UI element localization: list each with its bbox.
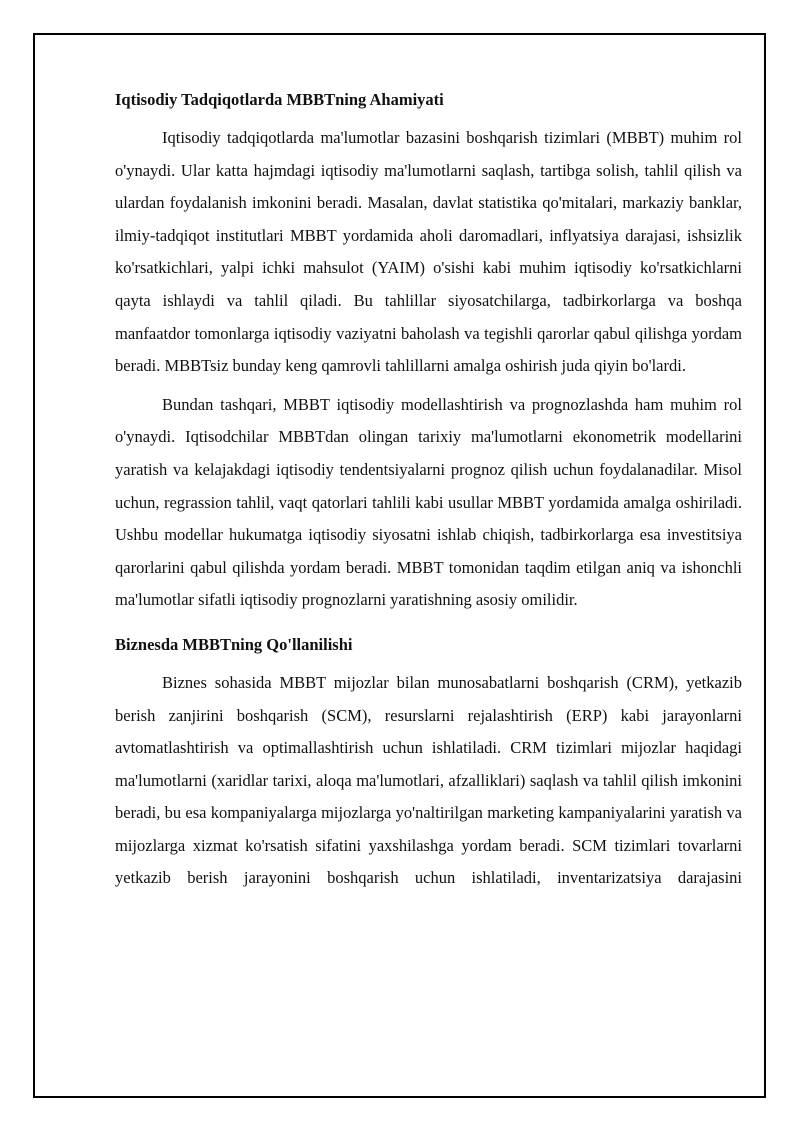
paragraph-business-usage-1: Biznes sohasida MBBT mijozlar bilan munosabatlarni boshqarish (CRM), yetkazib berish zanjirini boshqarish (SCM), resurslarni rejalashtirish (ERP) kabi jarayonlarni avtomatlashtirish va optimallashtirish uchun ishlatiladi. CRM tizimlari mijozlar haqidagi ma'lumotlarni (xaridlar tarixi, aloqa ma'lumotlari, afzalliklari) saqlash va tahlil qilish imkonini beradi, bu esa kompaniyalarga mijozlarga yo'naltirilgan marketing kampaniyalarini yaratish va mijozlarga xizmat ko'rsatish sifatini yaxshilashga yordam beradi. SCM tizimlari tovarlarni yetkazib berish jarayonini boshqarish uchun ishlatiladi, inventarizatsiya darajasini <box>115 672 742 888</box>
paragraph-economic-research-2: Bundan tashqari, MBBT iqtisodiy modellashtirish va prognozlashda ham muhim rol o'ynaydi. Iqtisodchilar MBBTdan olingan tarixiy ma'lumotlarni ekonometrik modellarini yaratish va kelajakdagi iqtisodiy tendentsiyalarni prognoz qilish uchun foydalanadilar. Misol uchun, regrassion tahlil, vaqt qatorlari tahlili kabi usullar MBBT yordamida amalga oshiriladi. Ushbu modellar hukumatga iqtisodiy siyosatni ishlab chiqish, tadbirkorlarga esa investitsiya qarorlarini qabul qilishda yordam beradi. MBBT tomonidan taqdim etilgan aniq va ishonchli ma'lumotlar sifatli iqtisodiy prognozlarni yaratishning asosiy omilidir. <box>115 394 742 610</box>
document-body <box>115 84 742 895</box>
section-heading-business-usage: Biznesda MBBTning Qo'llanilishi <box>115 634 353 654</box>
paragraph-economic-research-1: Iqtisodiy tadqiqotlarda ma'lumotlar bazasini boshqarish tizimlari (MBBT) muhim rol o'ynaydi. Ular katta hajmdagi iqtisodiy ma'lumotlarni saqlash, tartibga solish, tahlil qilish va ulardan foydalanish imkonini beradi. Masalan, davlat statistika qo'mitalari, markaziy banklar, ilmiy-tadqiqot institutlari MBBT yordamida aholi daromadlari, inflyatsiya darajasi, ishsizlik ko'rsatkichlari, yalpi ichki mahsulot (YAIM) o'sishi kabi muhim iqtisodiy ko'rsatkichlarni qayta ishlaydi va tahlil qiladi. Bu tahlillar siyosatchilarga, tadbirkorlarga va boshqa manfaatdor tomonlarga iqtisodiy vaziyatni baholash va tegishli qarorlar qabul qilishga yordam beradi. MBBTsiz bunday keng qamrovli tahlillarni amalga oshirish juda qiyin bo'lardi. <box>115 128 742 376</box>
section-heading-economic-research: Iqtisodiy Tadqiqotlarda MBBTning Ahamiyati <box>115 90 444 109</box>
